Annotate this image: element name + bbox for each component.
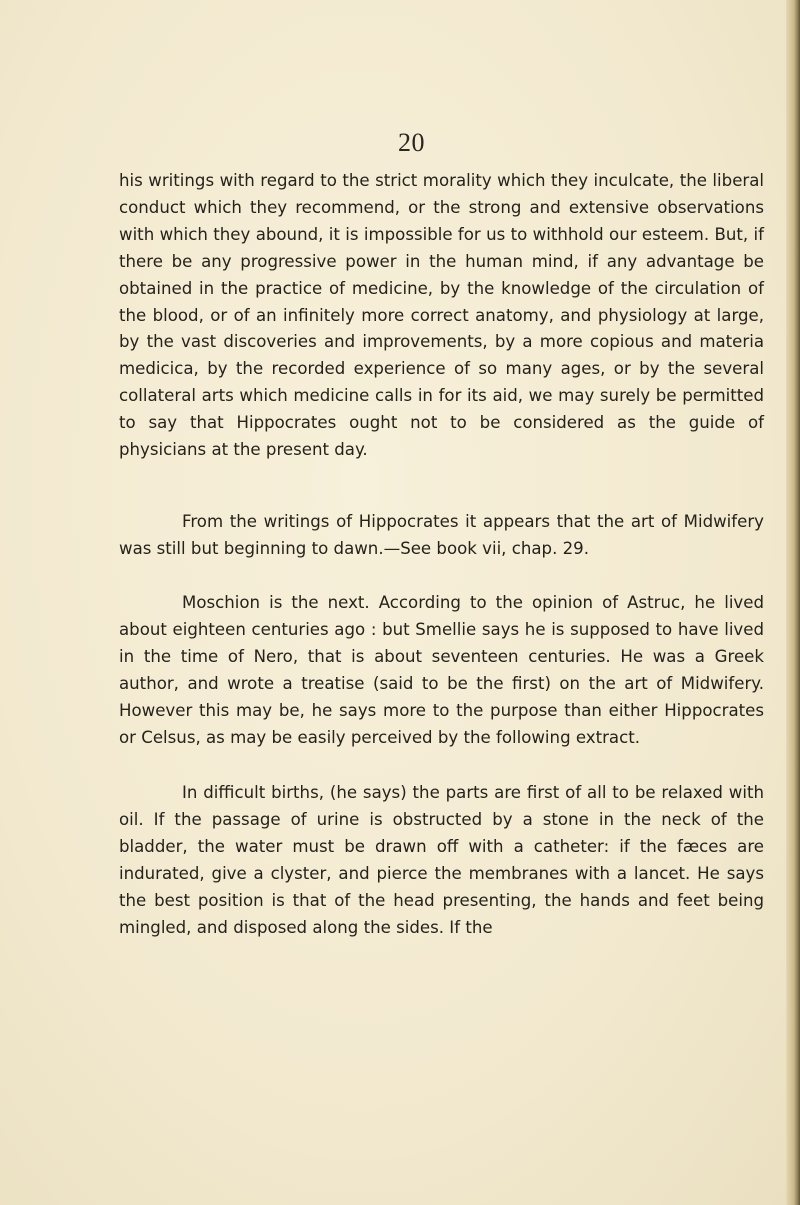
paragraph-moschion: Moschion is the next. According to the opinion of Astruc, he lived about eighteen centuries ago : but Smellie says he is supposed to have lived in the time of Nero, that is about seventeen centuries. He was a Greek author, and wrote a treatise (said to be the first) on the art of Midwifery. However this may be, he says more to the purpose than either Hippocrates or Celsus, as may be easily perceived by the following extract. [119, 593, 764, 747]
page-number: 20 [398, 128, 425, 157]
paragraph-difficult-births: In difficult births, (he says) the parts are first of all to be relaxed with oil. If the passage of urine is obstructed by a stone in the neck of the bladder, the water must be drawn off with a catheter: if the fæces are indurated, give a clyster, and pierce the membranes with a lancet. He says the best position is that of the head presenting, the hands and feet being mingled, and disposed along the sides. If the [119, 783, 764, 937]
page-edge-binding [786, 0, 800, 1205]
paragraph-midwifery-dawn: From the writings of Hippocrates it appears that the art of Midwifery was still but beginning to dawn.—See book vii, chap. 29. [119, 512, 764, 558]
paragraph-hippocrates-continued: his writings with regard to the strict morality which they inculcate, the liberal conduct which they recommend, or the strong and extensive observations with which they abound, it is impossible for us to withhold our esteem. But, if there be any progressive power in the human mind, if any advantage be obtained in the practice of medicine, by the knowledge of the circulation of the blood, or of an infinitely more correct anatomy, and physiology at large, by the vast discoveries and improvements, by a more copious and materia medicica, by the recorded experience of so many ages, or by the several collateral arts which medicine calls in for its aid, we may surely be permitted to say that Hippocrates ought not to be considered as the guide of physicians at the present day. [119, 171, 764, 460]
